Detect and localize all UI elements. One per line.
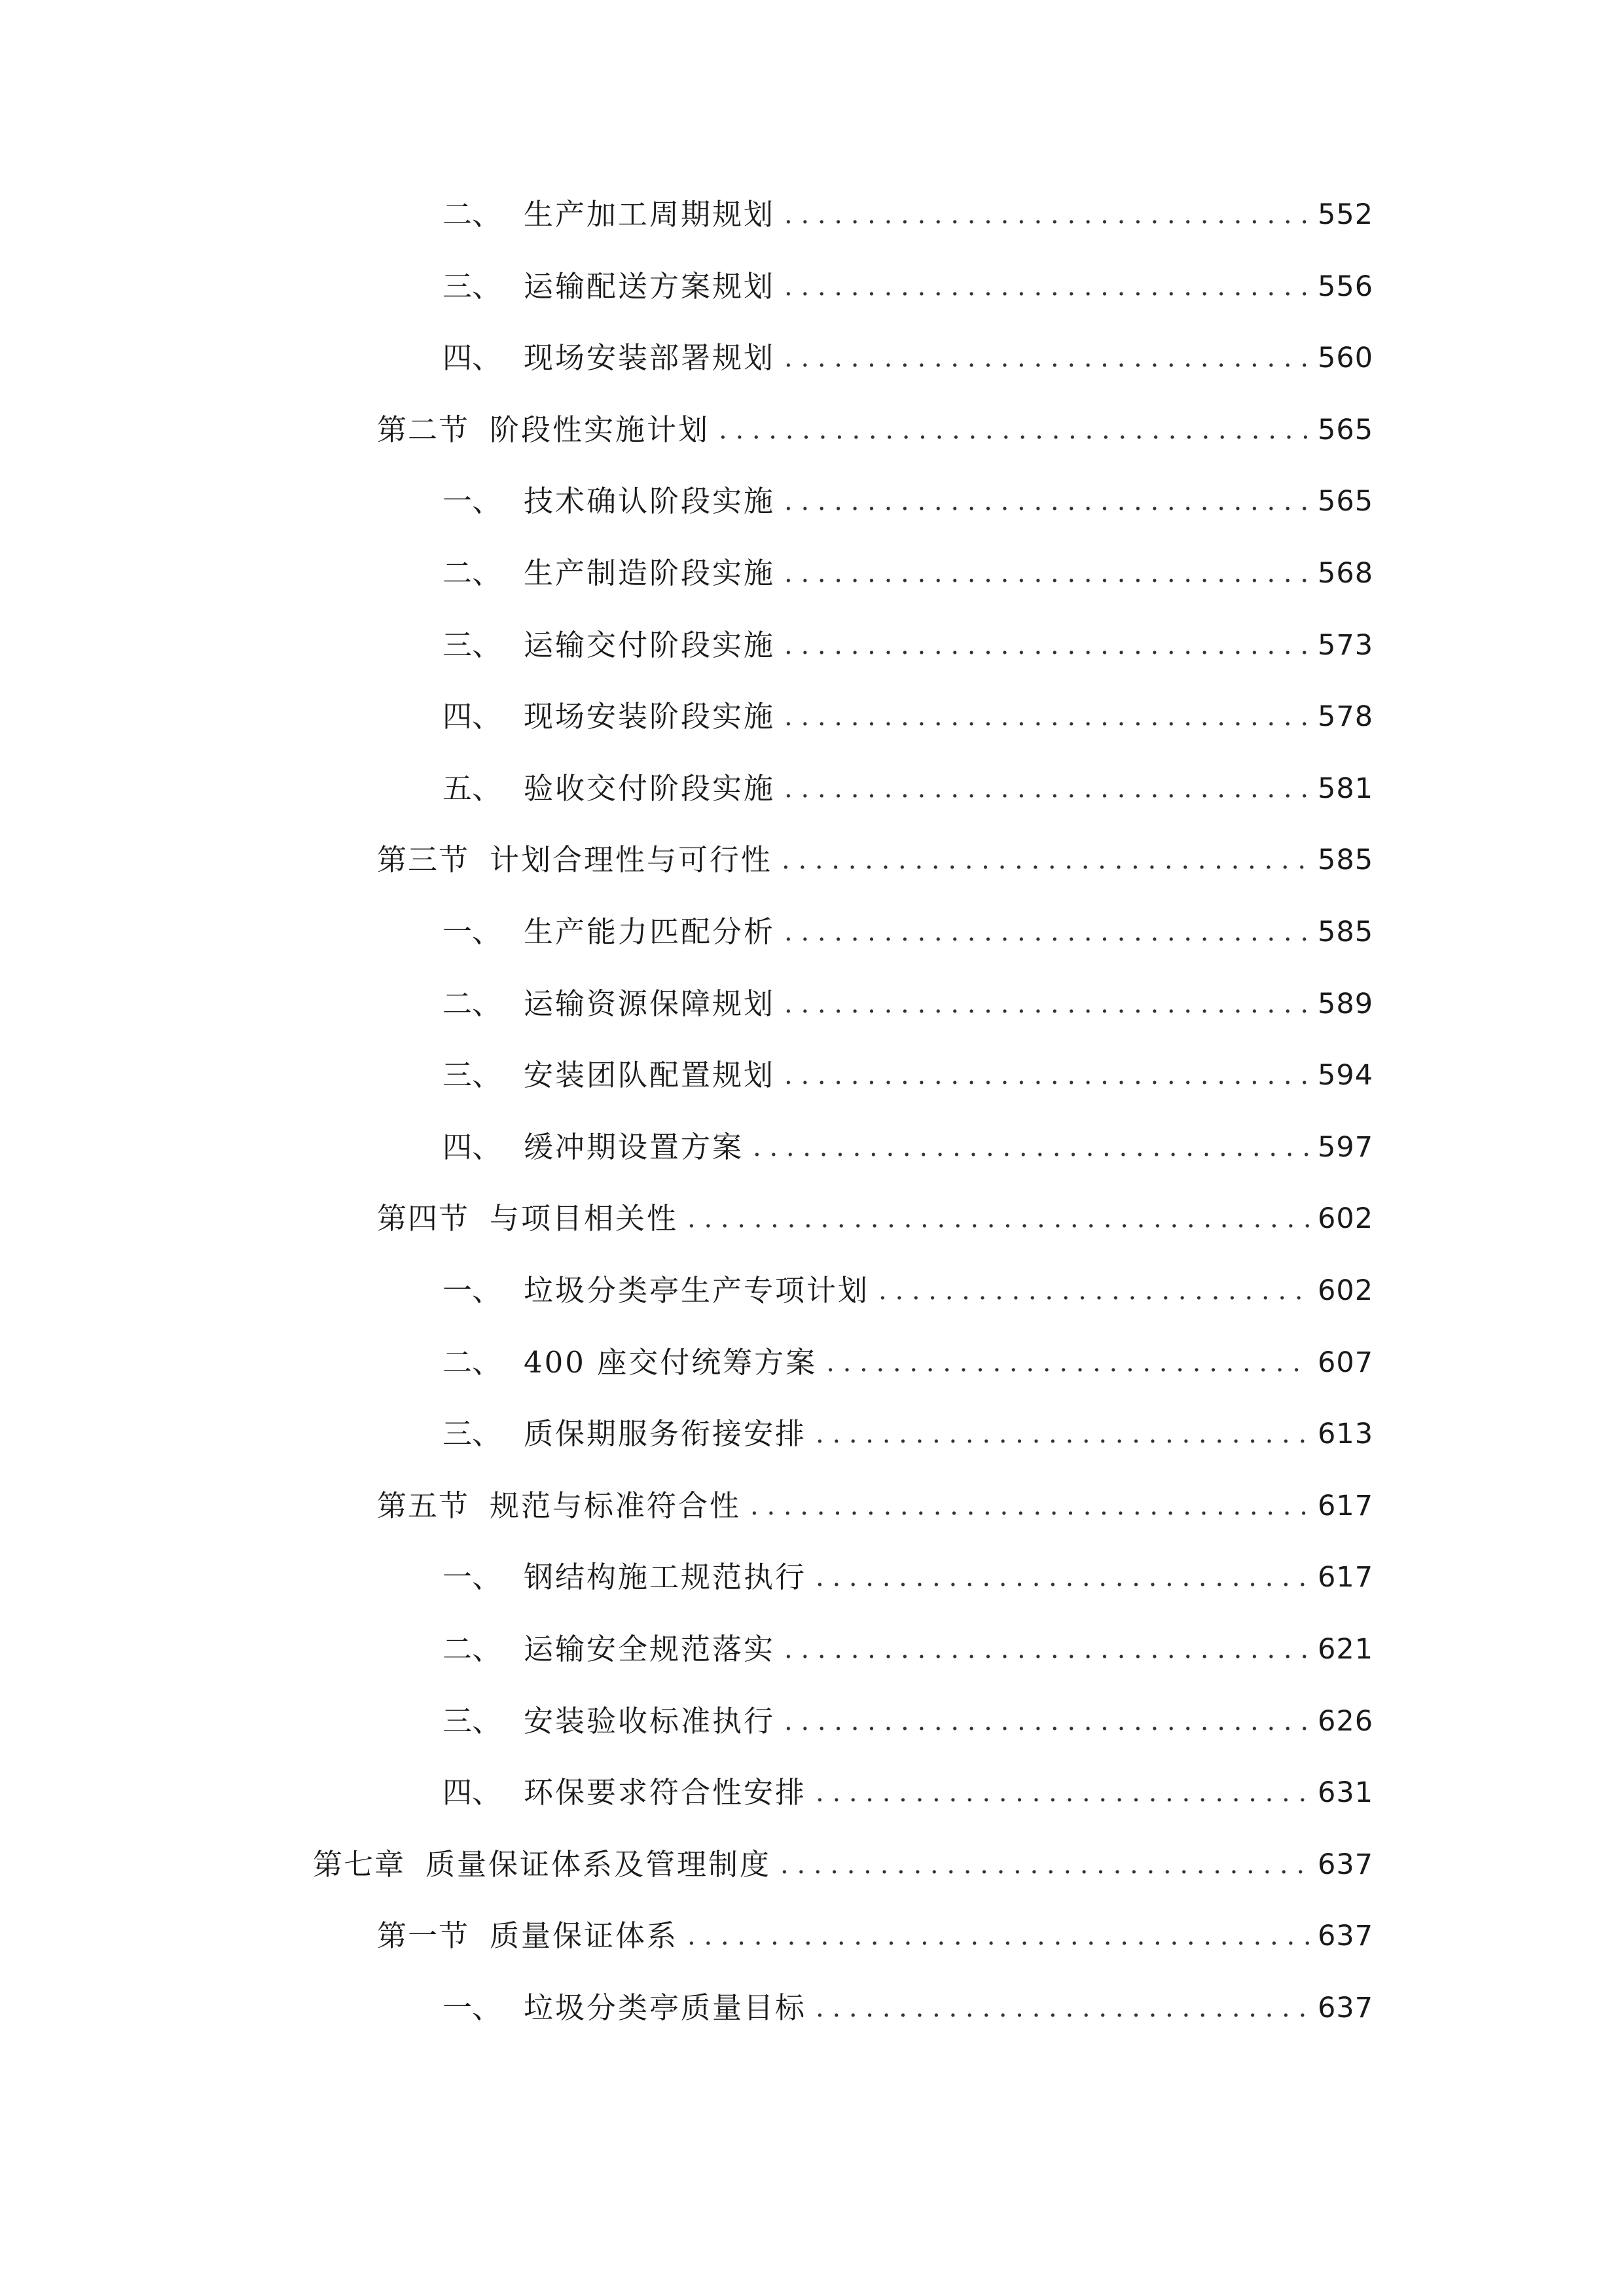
- toc-subsection-entry[interactable]: [442, 1271, 1374, 1310]
- toc-entry-number: 四、: [442, 699, 502, 734]
- toc-entry-title: 垃圾分类亭质量目标: [524, 1990, 807, 2025]
- toc-entry-title: 生产能力匹配分析: [524, 914, 776, 949]
- dot-leader: [816, 1558, 1311, 1597]
- toc-entry-title: 阶段性实施计划: [490, 412, 710, 447]
- toc-entry-number: 二、: [442, 1632, 502, 1666]
- toc-entry-page-number: 578: [1318, 700, 1374, 733]
- dot-leader: [784, 984, 1311, 1024]
- toc-entry-page-number: 621: [1318, 1633, 1374, 1666]
- toc-section-entry[interactable]: [377, 410, 1374, 450]
- toc-entry-page-number: 556: [1318, 270, 1374, 303]
- toc-subsection-entry[interactable]: [442, 1056, 1374, 1095]
- toc-subsection-entry[interactable]: [442, 697, 1374, 736]
- toc-subsection-entry[interactable]: [442, 195, 1374, 234]
- dot-leader: [784, 626, 1311, 665]
- toc-entry-title: 现场安装阶段实施: [524, 699, 776, 734]
- toc-chapter-entry[interactable]: [313, 1845, 1374, 1884]
- dot-leader: [784, 554, 1311, 593]
- dot-leader: [784, 1630, 1311, 1669]
- toc-entry-title: 与项目相关性: [490, 1201, 679, 1236]
- toc-entry-page-number: 560: [1318, 342, 1374, 374]
- toc-entry-number: 三、: [442, 1704, 502, 1738]
- dot-leader: [750, 1486, 1311, 1526]
- toc-entry-page-number: 626: [1318, 1705, 1374, 1738]
- toc-entry-page-number: 631: [1318, 1776, 1374, 1809]
- toc-entry-number: 二、: [442, 197, 502, 232]
- toc-entry-number: 第七章: [313, 1847, 406, 1882]
- toc-entry-title: 环保要求符合性安排: [524, 1775, 807, 1810]
- toc-entry-page-number: 552: [1318, 198, 1374, 231]
- toc-entry-title: 安装验收标准执行: [524, 1704, 776, 1738]
- toc-entry-page-number: 602: [1318, 1202, 1374, 1235]
- toc-entry-title: 运输配送方案规划: [524, 269, 776, 304]
- toc-subsection-entry[interactable]: [442, 626, 1374, 665]
- toc-entry-number: 三、: [442, 1416, 502, 1451]
- toc-subsection-entry[interactable]: [442, 1414, 1374, 1454]
- toc-section-entry[interactable]: [377, 1916, 1374, 1956]
- toc-entry-page-number: 573: [1318, 629, 1374, 662]
- toc-entry-number: 四、: [442, 1130, 502, 1164]
- toc-entry-page-number: 637: [1318, 1848, 1374, 1881]
- toc-entry-number: 一、: [442, 1990, 502, 2025]
- toc-section-entry[interactable]: [377, 1486, 1374, 1526]
- toc-entry-number: 第二节: [377, 412, 470, 447]
- toc-subsection-entry[interactable]: [442, 1630, 1374, 1669]
- toc-entry-title: 运输交付阶段实施: [524, 628, 776, 662]
- dot-leader: [784, 769, 1311, 808]
- dot-leader: [784, 338, 1311, 378]
- toc-entry-title: 质量保证体系及管理制度: [425, 1847, 772, 1882]
- toc-entry-page-number: 565: [1318, 485, 1374, 518]
- toc-entry-title: 生产加工周期规划: [524, 197, 776, 232]
- dot-leader: [878, 1271, 1311, 1310]
- dot-leader: [784, 267, 1311, 306]
- toc-subsection-entry[interactable]: [442, 912, 1374, 952]
- dot-leader: [784, 195, 1311, 234]
- toc-entry-title: 计划合理性与可行性: [490, 842, 773, 877]
- toc-entry-page-number: 617: [1318, 1561, 1374, 1594]
- toc-entry-title: 400 座交付统筹方案: [524, 1345, 818, 1380]
- toc-subsection-entry[interactable]: [442, 554, 1374, 593]
- toc-subsection-entry[interactable]: [442, 482, 1374, 521]
- dot-leader: [687, 1199, 1311, 1238]
- toc-entry-number: 二、: [442, 556, 502, 590]
- toc-entry-title: 运输安全规范落实: [524, 1632, 776, 1666]
- dot-leader: [816, 1773, 1311, 1812]
- toc-entry-number: 第一节: [377, 1918, 470, 1953]
- toc-entry-title: 钢结构施工规范执行: [524, 1560, 807, 1594]
- toc-entry-title: 垃圾分类亭生产专项计划: [524, 1273, 870, 1308]
- toc-entry-number: 三、: [442, 269, 502, 304]
- toc-subsection-entry[interactable]: [442, 769, 1374, 808]
- toc-entry-page-number: 594: [1318, 1059, 1374, 1092]
- toc-subsection-entry[interactable]: [442, 1988, 1374, 2028]
- toc-entry-number: 第五节: [377, 1488, 470, 1523]
- toc-subsection-entry[interactable]: [442, 1773, 1374, 1812]
- toc-entry-title: 运输资源保障规划: [524, 986, 776, 1021]
- dot-leader: [784, 697, 1311, 736]
- dot-leader: [816, 1988, 1311, 2028]
- toc-entry-page-number: 585: [1318, 916, 1374, 948]
- toc-entry-title: 安装团队配置规划: [524, 1058, 776, 1092]
- toc-subsection-entry[interactable]: [442, 1558, 1374, 1597]
- toc-entry-page-number: 602: [1318, 1274, 1374, 1307]
- toc-entry-title: 技术确认阶段实施: [524, 484, 776, 518]
- toc-subsection-entry[interactable]: [442, 1128, 1374, 1167]
- toc-entry-page-number: 637: [1318, 1920, 1374, 1952]
- toc-entry-number: 三、: [442, 628, 502, 662]
- dot-leader: [784, 1056, 1311, 1095]
- toc-entry-page-number: 581: [1318, 772, 1374, 805]
- toc-entry-page-number: 585: [1318, 844, 1374, 876]
- toc-entry-number: 四、: [442, 340, 502, 375]
- dot-leader: [816, 1414, 1311, 1454]
- toc-entry-number: 一、: [442, 484, 502, 518]
- toc-entry-number: 四、: [442, 1775, 502, 1810]
- toc-entry-page-number: 568: [1318, 557, 1374, 590]
- toc-entry-page-number: 565: [1318, 414, 1374, 446]
- toc-entry-number: 第四节: [377, 1201, 470, 1236]
- toc-entry-number: 五、: [442, 771, 502, 806]
- toc-entry-page-number: 607: [1318, 1346, 1374, 1379]
- dot-leader: [784, 912, 1311, 952]
- toc-entry-number: 二、: [442, 1345, 502, 1380]
- toc-entry-page-number: 613: [1318, 1418, 1374, 1450]
- toc-subsection-entry[interactable]: [442, 267, 1374, 306]
- dot-leader: [784, 482, 1311, 521]
- dot-leader: [826, 1343, 1311, 1382]
- dot-leader: [687, 1916, 1311, 1956]
- toc-entry-page-number: 617: [1318, 1490, 1374, 1522]
- toc-section-entry[interactable]: [377, 840, 1374, 880]
- toc-entry-number: 一、: [442, 1560, 502, 1594]
- toc-subsection-entry[interactable]: [442, 984, 1374, 1024]
- dot-leader: [780, 1845, 1311, 1884]
- toc-section-entry[interactable]: [377, 1199, 1374, 1238]
- toc-entry-title: 规范与标准符合性: [490, 1488, 742, 1523]
- dot-leader: [753, 1128, 1311, 1167]
- toc-subsection-entry[interactable]: [442, 1343, 1374, 1382]
- toc-entry-page-number: 597: [1318, 1131, 1374, 1164]
- toc-subsection-entry[interactable]: [442, 1702, 1374, 1741]
- toc-entry-page-number: 637: [1318, 1992, 1374, 2024]
- toc-entry-page-number: 589: [1318, 988, 1374, 1020]
- toc-entry-number: 一、: [442, 1273, 502, 1308]
- toc-entry-number: 一、: [442, 914, 502, 949]
- dot-leader: [719, 410, 1311, 450]
- toc-entry-title: 验收交付阶段实施: [524, 771, 776, 806]
- toc-subsection-entry[interactable]: [442, 338, 1374, 378]
- toc-entry-number: 第三节: [377, 842, 470, 877]
- toc-entry-title: 生产制造阶段实施: [524, 556, 776, 590]
- toc-entry-title: 质量保证体系: [490, 1918, 679, 1953]
- toc-entry-title: 缓冲期设置方案: [524, 1130, 744, 1164]
- toc-entry-title: 现场安装部署规划: [524, 340, 776, 375]
- toc-entry-number: 二、: [442, 986, 502, 1021]
- toc-entry-title: 质保期服务衔接安排: [524, 1416, 807, 1451]
- dot-leader: [782, 840, 1311, 880]
- dot-leader: [784, 1702, 1311, 1741]
- toc-entry-number: 三、: [442, 1058, 502, 1092]
